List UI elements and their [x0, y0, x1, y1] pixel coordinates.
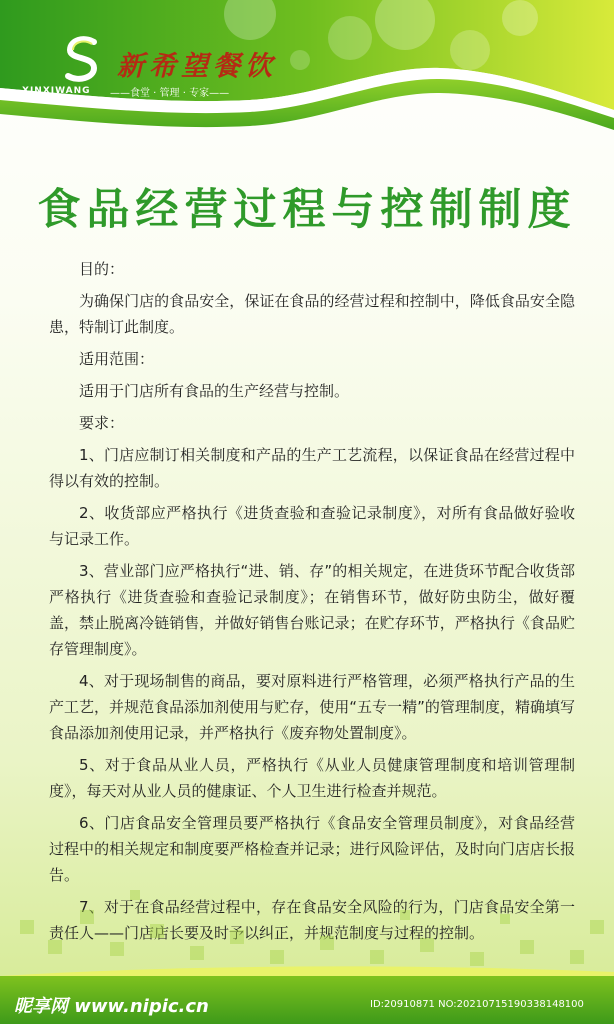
watermark-id: ID:20910871 NO:20210715190338148100: [370, 999, 584, 1010]
paragraph: 2、收货部应严格执行《进货查验和查验记录制度》，对所有食品做好验收与记录工作。: [49, 504, 575, 548]
watermark-site: 昵享网 www.nipic.cn: [14, 996, 209, 1017]
page-title: 食品经营过程与控制制度: [37, 185, 577, 235]
paragraph: 6、门店食品安全管理员要严格执行《食品安全管理员制度》，对食品经营过程中的相关规定和制度要严格检查并记录；进行风险评估，及时向门店店长报告。: [49, 814, 575, 884]
decorative-squares: [0, 880, 614, 970]
brand-latin-name: XINXIWANG: [22, 86, 91, 96]
brand-logo-icon: [62, 34, 102, 84]
paragraph: 适用于门店所有食品的生产经营与控制。: [79, 382, 350, 400]
paragraph: 适用范围：: [79, 350, 155, 368]
brand-tagline: ——食堂 · 管理 · 专家——: [110, 88, 230, 99]
paragraph: 1、门店应制订相关制度和产品的生产工艺流程，以保证食品在经营过程中得以有效的控制。: [49, 446, 575, 490]
paragraph: 为确保门店的食品安全，保证在食品的经营过程和控制中，降低食品安全隐患，特制订此制度。: [49, 292, 575, 336]
paragraph: 4、对于现场制售的商品，要对原料进行严格管理，必须严格执行产品的生产工艺，并规范食品添加剂使用与贮存，使用“五专一精”的管理制度，精确填写食品添加剂使用记录，并严格执行《废弃物处置制度》。: [49, 672, 575, 742]
paragraph: 7、对于在食品经营过程中，存在食品安全风险的行为，门店食品安全第一责任人——门店店长要及时予以纠正，并规范制度与过程的控制。: [49, 898, 575, 942]
regulation-body: [49, 256, 575, 952]
paragraph: 5、对于食品从业人员，严格执行《从业人员健康管理制度和培训管理制度》，每天对从业人员的健康证、个人卫生进行检查并规范。: [49, 756, 575, 800]
paragraph: 3、营业部门应严格执行“进、销、存”的相关规定，在进货环节配合收货部严格执行《进货查验和查验记录制度》；在销售环节，做好防虫防尘，做好覆盖，禁止脱离冷链销售，并做好销售台账记录；在贮存环节，严格执行《食品贮存管理制度》。: [49, 562, 575, 658]
paragraph: 目的：: [79, 260, 125, 278]
paragraph: 要求：: [79, 414, 125, 432]
brand-script-name: 新希望餐饮: [117, 51, 277, 82]
